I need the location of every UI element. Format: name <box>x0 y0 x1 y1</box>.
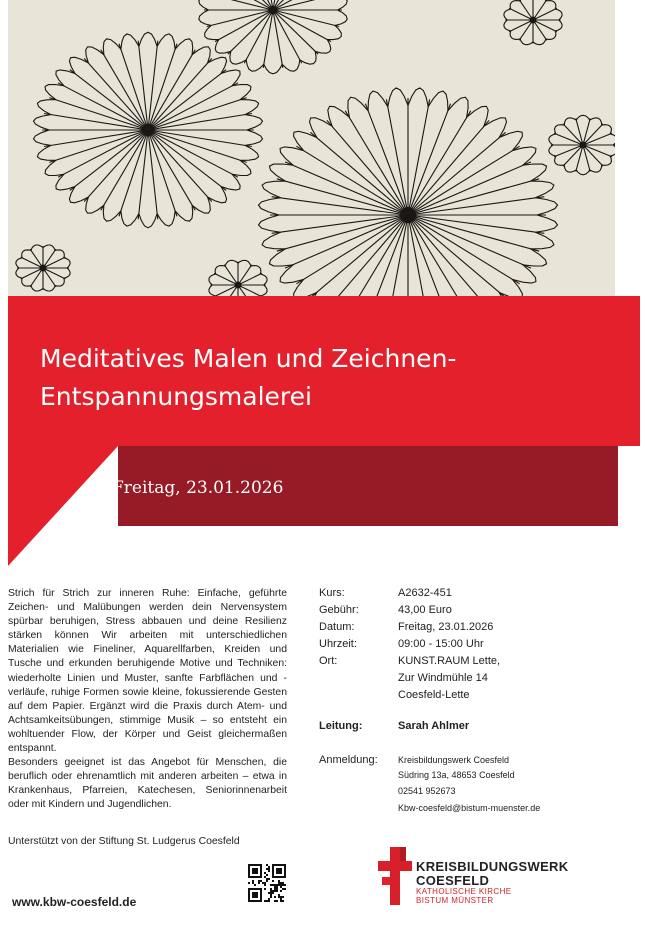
event-date-banner: Freitag, 23.01.2026 <box>112 478 284 498</box>
description-paragraph-1: Strich für Strich zur inneren Ruhe: Einfache, geführte Zeichen- und Malübungen werden dein Nervensystem spürbar beruhigen, Stress abbauen und deine Resilienz stärken können Wir arbeiten mit unterschiedlichen Materialien wie Fineliner, Aquarellfarben, Kreiden und Tusche und erkunden beruhigende Motive und Techniken: wiederholte Linien und Muster, sanfte Farbflächen und -verläufe, ruhige Formen sowie kleine, fokussierende Gesten auf dem Papier. Ergänzt wird die Praxis durch Atem- und Achtsamkeitsübungen, stimmige Musik – so entsteht ein wohltuender Flow, der Körper und Geist gleichermaßen entspannt. <box>8 588 287 755</box>
kurs-value: A2632-451 <box>398 587 452 599</box>
cross-logo-icon <box>378 847 412 905</box>
title-line-2: Entspannungsmalerei <box>40 382 312 411</box>
logo-line-1: KREISBILDUNGSWERK <box>416 859 569 874</box>
datum-label: Datum: <box>319 621 355 633</box>
qr-code[interactable] <box>248 864 286 902</box>
description-paragraph-2: Besonders geeignet ist das Angebot für Menschen, die beruflich oder ehrenamtlich mit anderen arbeiten – etwa in Krankenhaus, Pfarreien, Katechesen, Seniorinnenarbeit oder mit Kindern und Jugendlichen. <box>8 757 287 811</box>
ort-value-1: KUNST.RAUM Lette, <box>398 655 501 667</box>
leitung-label: Leitung: <box>319 720 363 732</box>
kbw-logo <box>378 847 578 907</box>
title-line-1: Meditatives Malen und Zeichnen- <box>40 344 457 373</box>
course-description <box>8 587 287 813</box>
logo-line-4: BISTUM MÜNSTER <box>416 896 494 905</box>
ort-label: Ort: <box>319 655 338 667</box>
kurs-label: Kurs: <box>319 587 345 599</box>
sponsor-note: Unterstützt von der Stiftung St. Ludgerus Coesfeld <box>8 836 240 847</box>
anmeldung-email[interactable]: Kbw-coesfeld@bistum-muenster.de <box>398 803 541 813</box>
leitung-value: Sarah Ahlmer <box>398 720 470 732</box>
page-title <box>40 340 456 416</box>
website-link[interactable]: www.kbw-coesfeld.de <box>12 895 137 909</box>
anmeldung-phone[interactable]: 02541 952673 <box>398 786 456 796</box>
uhrzeit-label: Uhrzeit: <box>319 638 357 650</box>
gebuehr-label: Gebühr: <box>319 604 359 616</box>
logo-line-2: COESFELD <box>416 873 490 888</box>
datum-value: Freitag, 23.01.2026 <box>398 621 494 633</box>
anmeldung-label: Anmeldung: <box>319 754 378 766</box>
ink-flower-drawing <box>8 0 615 298</box>
ort-value-2: Zur Windmühle 14 <box>398 672 488 684</box>
gebuehr-value: 43,00 Euro <box>398 604 452 616</box>
header-artwork-image <box>8 0 615 298</box>
logo-line-3: KATHOLISCHE KIRCHE <box>416 887 512 896</box>
uhrzeit-value: 09:00 - 15:00 Uhr <box>398 638 484 650</box>
anmeldung-address: Südring 13a, 48653 Coesfeld <box>398 770 515 780</box>
red-triangle-decoration <box>8 446 118 566</box>
anmeldung-org: Kreisbildungswerk Coesfeld <box>398 755 510 765</box>
ort-value-3: Coesfeld-Lette <box>398 689 470 701</box>
